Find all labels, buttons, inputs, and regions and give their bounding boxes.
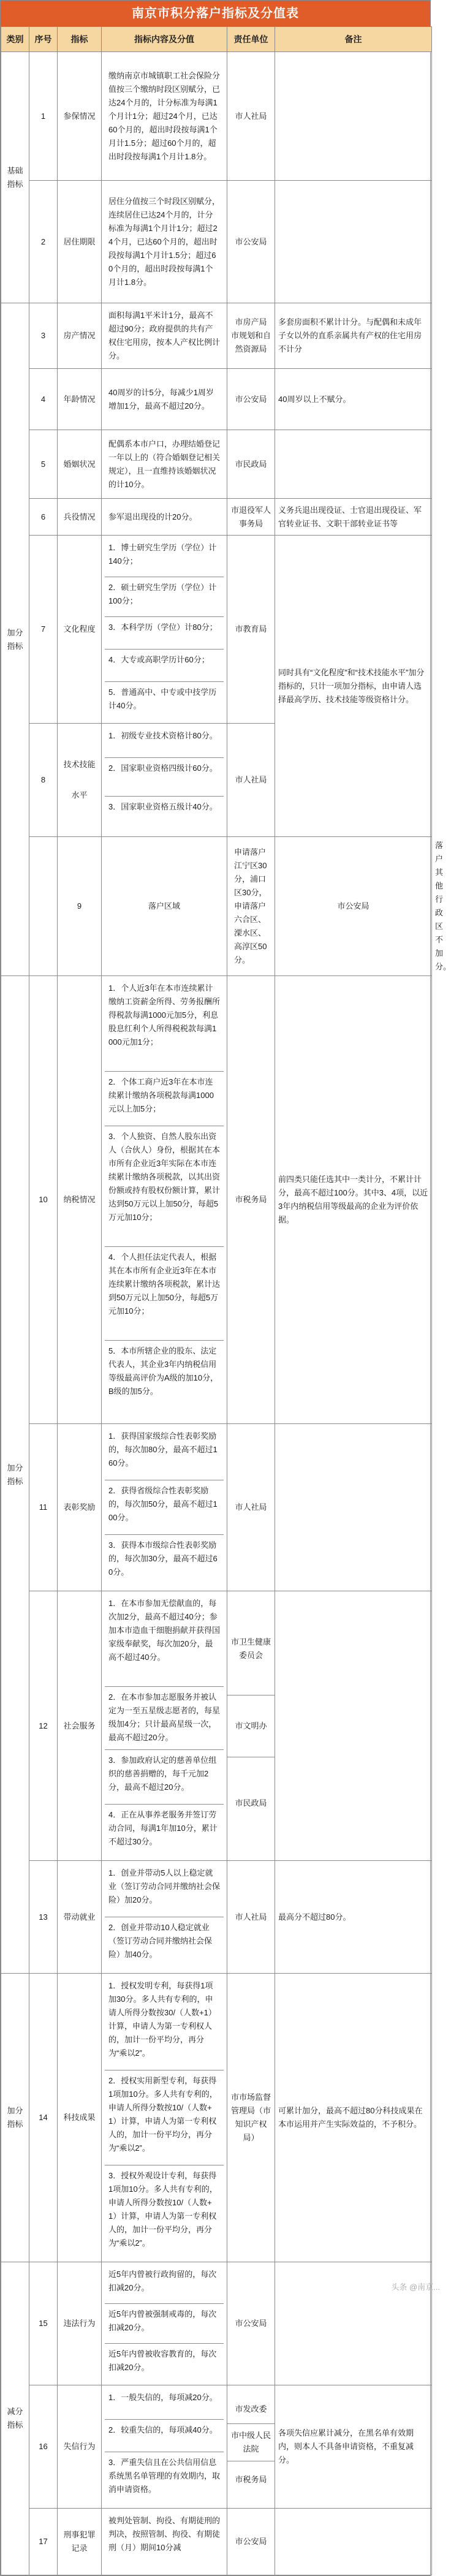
row-indicator: 刑事犯罪记录 [58,2509,102,2575]
row-note [275,1424,432,1591]
row-dept [227,2385,275,2509]
row-note: 同时具有“文化程度”和“技术技能水平”加分指标的，只计一项加分指标，由申请人选择最高学历、技术技能等级资格计分。 [275,536,432,837]
content-item: 2．国家职业资格四级计60分。 [105,758,224,797]
content-item: 1．在本市参加无偿献血的，每次加2分，最高不超过40分；参加本市造血干细胞捐献并获得国家级奉献奖，每次加20分，最高不超过40分。 [105,1593,224,1687]
content-item: 3．国家职业资格五级计40分。 [108,802,218,811]
table-header-row [1,27,432,52]
table-row [1,976,432,1424]
row-indicator: 年龄情况 [58,369,102,430]
row-content [102,499,227,536]
table-row [1,369,432,430]
row-note [275,52,432,181]
row-note: 多套房面积不累计计分。与配偶和未成年子女以外的直系亲属共有产权的住宅用房不计分 [275,303,432,369]
row-no: 14 [29,1974,58,2262]
row-dept: 市人社局 [227,1424,275,1591]
dept-item: 市发改委 [227,2395,275,2424]
table-row [1,430,432,499]
content-item: 近5年内曾被强制戒毒的，每次扣减20分。 [105,2304,224,2344]
row-content [227,837,275,976]
row-content [102,1424,227,1591]
row-note: 40周岁以上不赋分。 [275,369,432,430]
content-item: 5．本市所辖企业的股东、法定代表人，其企业3年内纳税信用等级最高评价为A级的加10分，B级的加5分。 [108,1346,219,1396]
content-item: 1．创业并带动5人以上稳定就业（签订劳动合同并缴纳社会保险）加20分。 [105,1863,224,1917]
table-row [1,1974,432,2262]
row-indicator: 兵役情况 [58,499,102,536]
indicator-line: 技术技能 [63,760,96,769]
header-category: 类别 [1,27,29,52]
row-no: 6 [29,499,58,536]
content-item: 1．个人近3年在本市连续累计缴纳工资薪金所得、劳务报酬所得税款每满1000元加5分，利息股息红利个人所得税税款每满1000元加1分； [105,978,224,1072]
watermark-text: 头条 @南京... [391,2282,440,2292]
content-item: 4．个人担任法定代表人，根据其在本市所有企业近3年在本市连续累计缴纳各项税款，累计达到50万元以上加50分，每超5万元加10分； [105,1247,224,1341]
category-bonus-2-top [29,837,58,976]
content-item: 3．个人独资、自然人股东出资人（合伙人）身份，根据其在本市所有企业近3年实际在本市连续累计缴纳各项税款，以其出资份额或持有股权份额计算，累计达到50万元以上加50分，每超5万元加10分； [105,1126,224,1247]
content-item: 1．授权发明专利，每获得1项加30分。多人共有专利的，申请人所得分数按30/（人数+1）计算，申请人为第一专利权人的，加计一份平均分，再分为“乘以2”。 [105,1976,224,2070]
content-item: 2．授权实用新型专利，每获得1项加10分。多人共有专利的，申请人所得分数按10/（人数+1）计算，申请人为第一专利权人的，加计一份平均分，再分为“乘以2”。 [105,2070,224,2165]
row-no: 15 [29,2262,58,2385]
row-dept: 市人社局 [227,1861,275,1974]
header-note: 备注 [275,27,432,52]
row-dept: 市公安局 [227,369,275,430]
content-text: 参军退出现役的计20分。 [108,512,197,521]
row-no: 11 [29,1424,58,1591]
row-no: 17 [29,2509,58,2575]
row-dept: 市公安局 [227,2262,275,2385]
row-indicator: 落户区域 [102,837,227,976]
header-content: 指标内容及分值 [102,27,227,52]
dept-item: 市卫生健康委员会 [227,1603,275,1695]
row-indicator: 社会服务 [58,1591,102,1861]
category-bonus-2: 加分指标 [1,976,29,1974]
row-content [102,536,227,724]
row-dept: 市公安局 [275,837,432,976]
category-bonus-1: 加分指标 [1,303,29,976]
row-content [102,369,227,430]
row-dept: 市市场监督管理局（市知识产权局） [227,1974,275,2262]
row-dept: 市公安局 [227,181,275,303]
content-item: 2．创业并带动10人稳定就业（签订劳动合同并缴纳社会保险）加40分。 [108,1923,213,1959]
row-indicator [58,724,102,837]
row-indicator: 房产情况 [58,303,102,369]
row-dept: 市房产局 市规划和自然资源局 [227,303,275,369]
content-item: 2．获得省级综合性表彰奖励的，每次加50分，最高不超过100分。 [105,1480,224,1535]
row-dept: 市民政局 [227,430,275,499]
row-note [275,181,432,303]
content-item: 3．参加政府认定的慈善单位组织的慈善捐赠的，每千元加2分，最高不超过20分。 [105,1750,224,1805]
content-item: 1．一般失信的，每项减20分。 [105,2387,224,2420]
indicator-line: 水平 [71,790,88,800]
row-dept: 市公安局 [227,2509,275,2575]
row-content [102,52,227,181]
table-row [1,1591,432,1861]
row-note [275,430,432,499]
category-base: 基础指标 [1,52,29,303]
row-indicator: 纳税情况 [58,976,102,1424]
dept-item: 市文明办 [227,1695,275,1757]
row-indicator: 居住期限 [58,181,102,303]
content-item: 近5年内曾被收容教育的，每次扣减20分。 [108,2349,217,2372]
category-bonus-3: 加分指标 [1,1974,29,2262]
content-item: 1．获得国家级综合性表彰奖励的，每次加80分，最高不超过160分。 [105,1426,224,1480]
row-content [102,2385,227,2509]
row-content [102,303,227,369]
row-indicator: 带动就业 [58,1861,102,1974]
row-no: 16 [29,2385,58,2509]
content-item: 4．大专或高职学历计60分； [105,650,224,682]
table-row [1,181,432,303]
table-row [1,2509,432,2575]
content-item: 3．授权外观设计专利，每获得1项加10分。多人共有专利的，申请人所得分数按10/（人数+1）计算，申请人为第一专利权人的，加计一份平均分，再分为“乘以2”。 [108,2171,218,2248]
content-item: 4．正在从事养老服务并签订劳动合同，每满1年加10分，累计不超过30分。 [108,1810,218,1846]
row-dept: 市退役军人事务局 [227,499,275,536]
row-no: 3 [29,303,58,369]
row-note [275,1591,432,1861]
row-dept: 市人社局 [227,724,275,837]
row-content [102,1974,227,2262]
content-item: 3．本科学历（学位）计80分； [105,617,224,650]
row-no: 5 [29,430,58,499]
row-content [102,724,227,837]
row-note: 最高分不超过80分。 [275,1861,432,1974]
content-text: 40周岁的计5分，每减少1周岁增加1分，最高不超过20分。 [108,387,214,411]
row-note: 可累计加分，最高不超过80分科技成果在本市运用并产生实际效益的，不予积分。 [275,1974,432,2262]
row-indicator: 文化程度 [58,536,102,724]
content-item: 3．获得本市级综合性表彰奖励的，每次加30分，最高不超过60分。 [108,1540,218,1577]
header-no: 序号 [29,27,58,52]
table-row [1,303,432,369]
row-no: 8 [29,724,58,837]
dept-item: 市税务局 [235,2475,267,2484]
row-content [102,1861,227,1974]
row-no: 9 [58,837,102,976]
table-row: 9 落户区域 申请落户江宁区30分，浦口区30分，申请落户六合区、溧水区、高淳区50分。 市公安局 落户其他行政区不加分。 [1,837,432,976]
content-item: 1．初级专业技术资格计80分。 [105,725,224,758]
row-note [275,2509,432,2575]
content-text: 被判处管制、拘役、有期徒刑的判决，按照管制、拘役、有期徒刑（月）期间10分减 [108,2516,221,2552]
row-no: 4 [29,369,58,430]
row-content [102,976,227,1424]
row-no: 1 [29,52,58,181]
row-no: 10 [29,976,58,1424]
content-text: 缴纳南京市城镇职工社会保险分值按三个缴纳时段区别赋分，已达24个月的，计分标准为每满1个月计1分；超过24个月，已达60个月的，超出时段按每满1个月计1.5分；超过60个月的，超出时段按每满1个月计1.8分。 [108,70,221,161]
content-item: 2．硕士研究生学历（学位）计100分； [105,577,224,617]
row-dept: 市税务局 [227,976,275,1424]
row-no: 2 [29,181,58,303]
content-item: 1．博士研究生学历（学位）计140分； [105,537,224,577]
row-content [102,181,227,303]
table-row [1,1861,432,1974]
content-item: 3．严重失信且在公共信用信息系统黑名单管理的有效期内，取消申请资格。 [108,2458,221,2494]
row-no: 7 [29,536,58,724]
category-minus: 减分指标 [1,2262,29,2575]
content-text: 面积每满1平米计1分，最高不超过90分；政府提供的共有产权住宅用房，按本人产权比例计分。 [108,311,221,360]
row-dept: 市人社局 [227,52,275,181]
row-dept: 市教育局 [227,536,275,724]
row-note: 各项失信应累计减分，在黑名单有效期内，则本人不具备申请资格，不重复减分。 [275,2385,432,2509]
table-row [1,52,432,181]
content-item: 近5年内曾被行政拘留的，每次扣减20分。 [105,2264,224,2304]
table-row [1,2385,432,2509]
table-row [1,2262,432,2385]
row-content [102,2262,227,2385]
dept-item: 市中级人民法院 [227,2424,275,2461]
table-row [1,536,432,724]
content-item: 2．个体工商户近3年在本市连续累计缴纳各项税款每满1000元以上加5分； [105,1072,224,1126]
row-no: 12 [29,1591,58,1861]
row-indicator: 参保情况 [58,52,102,181]
points-table [1,26,451,2575]
content-item: 5．普通高中、中专或中技学历计40分。 [108,688,217,710]
row-dept [227,1591,275,1861]
row-indicator: 婚姻状况 [58,430,102,499]
content-text: 申请落户江宁区30分，浦口区30分，申请落户六合区、溧水区、高淳区50分。 [234,847,267,964]
header-dept: 责任单位 [227,27,275,52]
content-text: 居住分值按三个时段区别赋分，连续居住已达24个月的，计分标准为每满1个月计1分；超过24个月，已达60个月的，超出时段按每满1个月计1.5分；超过60个月的，超出时段按每满1个月计1.8分。 [108,196,221,287]
table-row [1,1424,432,1591]
row-indicator: 失信行为 [58,2385,102,2509]
row-indicator: 科技成果 [58,1974,102,2262]
table-title: 南京市积分落户指标及分值表 [1,1,430,26]
dept-item: 市民政局 [235,1798,267,1808]
table-row [1,499,432,536]
row-indicator: 表彰奖励 [58,1424,102,1591]
content-item: 2．在本市参加志愿服务并被认定为一至五星级志愿者的，每星级加4分；只计最高星级一次，最高不超过20分。 [105,1687,224,1750]
row-content [102,1591,227,1861]
content-text: 配偶系本市户口，办理结婚登记一年以上的（符合婚姻登记相关规定），且一直维持该婚姻状况的计10分。 [108,439,221,489]
header-indicator: 指标 [58,27,102,52]
row-note: 义务兵退出现役证、士官退出现役证、军官转业证书、文职干部转业证书等 [275,499,432,536]
row-no: 13 [29,1861,58,1974]
content-item: 2．较重失信的，每项减40分。 [105,2420,224,2452]
row-content [102,430,227,499]
row-indicator: 违法行为 [58,2262,102,2385]
row-content [102,2509,227,2575]
row-note: 前四类只能任选其中一类计分，不累计计分，最高不超过100分。其中3、4项，以近3年内纳税信用等级最高的企业为评价依据。 [275,976,432,1424]
